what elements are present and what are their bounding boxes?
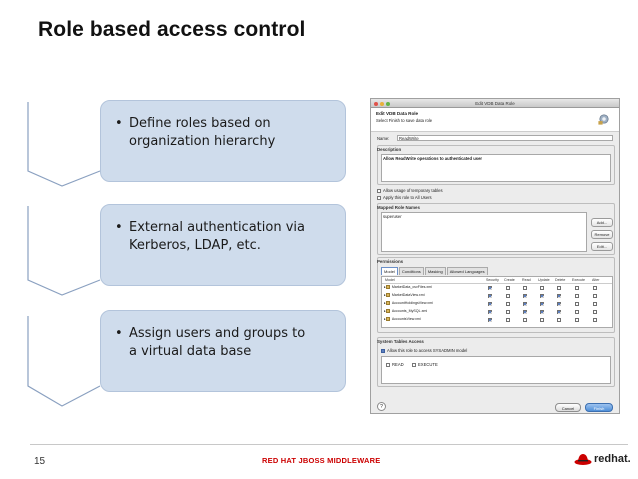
mapped-role-names-label: Mapped Role Names: [377, 205, 420, 210]
permission-checkbox[interactable]: [523, 310, 527, 314]
sysadmin-permissions-panel: [381, 356, 611, 384]
model-file-icon: [386, 293, 390, 297]
temp-tables-label: Allow usage of temporary tables: [383, 188, 443, 193]
permission-checkbox[interactable]: [540, 294, 544, 298]
edit-role-button[interactable]: Edit...: [591, 242, 613, 251]
permission-checkbox[interactable]: [557, 286, 561, 290]
tab-masking[interactable]: Masking: [425, 267, 446, 275]
permission-checkbox[interactable]: [557, 310, 561, 314]
permissions-table: [381, 276, 613, 328]
table-row[interactable]: [384, 293, 425, 297]
permission-checkbox[interactable]: [593, 318, 597, 322]
permission-checkbox[interactable]: [593, 286, 597, 290]
execute-checkbox[interactable]: [412, 363, 416, 367]
tab-allowed-languages[interactable]: Allowed Languages: [447, 267, 488, 275]
bullet-dot: •: [115, 220, 123, 235]
permission-checkbox[interactable]: [575, 318, 579, 322]
name-label: Name:: [377, 136, 390, 141]
execute-label: EXECUTE: [418, 362, 438, 367]
allow-sysadmin-option[interactable]: [381, 348, 467, 353]
permission-checkbox[interactable]: [593, 310, 597, 314]
read-label: READ: [392, 362, 404, 367]
bullet-box-1: [100, 100, 346, 182]
bullet-box-3: [100, 310, 346, 392]
chevron-2: [28, 206, 100, 295]
col-header-security[interactable]: Security: [486, 278, 499, 282]
model-file-icon: [386, 317, 390, 321]
chevron-3: [28, 316, 100, 406]
permission-checkbox[interactable]: [523, 318, 527, 322]
bullet-2-line1: External authentication via: [129, 220, 305, 235]
remove-role-button[interactable]: Remove: [591, 230, 613, 239]
permission-checkbox[interactable]: [575, 286, 579, 290]
table-row[interactable]: [384, 285, 432, 289]
all-users-option[interactable]: [377, 195, 432, 200]
permission-checkbox[interactable]: [506, 286, 510, 290]
footer-divider: [30, 444, 628, 445]
page-number: 15: [34, 456, 46, 467]
row-model-name: AccountsView.xmi: [391, 317, 421, 321]
zoom-window-icon[interactable]: [386, 102, 390, 106]
slide-title: Role based access control: [38, 18, 306, 41]
temp-tables-option[interactable]: [377, 188, 443, 193]
mapped-role-item[interactable]: superuser: [383, 214, 402, 219]
col-header-create[interactable]: Create: [504, 278, 515, 282]
row-model-name: MarketDataView.xmi: [391, 293, 425, 297]
permissions-label: Permissions: [377, 259, 404, 264]
model-file-icon: [386, 301, 390, 305]
permission-checkbox[interactable]: [575, 302, 579, 306]
model-file-icon: [386, 285, 390, 289]
all-users-checkbox[interactable]: [377, 196, 381, 200]
col-header-alter[interactable]: Alter: [592, 278, 600, 282]
bullet-dot: •: [115, 326, 123, 341]
description-textarea[interactable]: [381, 154, 611, 182]
permission-checkbox[interactable]: [506, 318, 510, 322]
permission-checkbox[interactable]: [506, 294, 510, 298]
redhat-logo: [574, 452, 631, 466]
permission-checkbox[interactable]: [523, 294, 527, 298]
permission-checkbox[interactable]: [575, 294, 579, 298]
row-model-name: MarketData_csvFiles.xmi: [391, 285, 432, 289]
name-input[interactable]: [397, 135, 613, 141]
permission-checkbox[interactable]: [488, 286, 492, 290]
tab-conditions[interactable]: Conditions: [399, 267, 424, 275]
bullet-box-2: [100, 204, 346, 286]
permission-checkbox[interactable]: [575, 310, 579, 314]
col-header-read[interactable]: Read: [522, 278, 531, 282]
mapped-roles-list[interactable]: [381, 212, 587, 252]
add-role-button[interactable]: Add...: [591, 218, 613, 227]
table-row[interactable]: [384, 301, 433, 305]
col-header-model[interactable]: Model: [385, 278, 395, 282]
bullet-1-line2: organization hierarchy: [129, 134, 276, 149]
permission-checkbox[interactable]: [488, 294, 492, 298]
tab-model[interactable]: Model: [381, 267, 398, 275]
permissions-tabs: [381, 267, 489, 275]
row-model-name: AccountHoldingsView.xmi: [391, 301, 433, 305]
header-subtitle: Select Finish to save data role: [376, 118, 433, 123]
header-title: Edit VDB Data Role: [376, 111, 419, 116]
footer-text: RED HAT JBOSS MIDDLEWARE: [262, 456, 381, 465]
all-users-label: Apply this role to All Users: [383, 195, 432, 200]
description-label: Description: [377, 147, 402, 152]
dialog-titlebar: [371, 99, 619, 108]
permission-checkbox[interactable]: [506, 310, 510, 314]
close-window-icon[interactable]: [374, 102, 378, 106]
permission-checkbox[interactable]: [523, 302, 527, 306]
permission-checkbox[interactable]: [488, 302, 492, 306]
allow-sysadmin-checkbox[interactable]: [381, 349, 385, 353]
system-tables-label: System Tables Access: [377, 339, 424, 344]
permission-checkbox[interactable]: [593, 294, 597, 298]
permission-checkbox[interactable]: [506, 302, 510, 306]
description-value: Allow ReadWrite operations to authenticated user: [383, 156, 483, 161]
chevron-1: [28, 102, 100, 186]
table-row[interactable]: [384, 309, 427, 313]
shadowman-icon: [574, 452, 592, 466]
bullet-dot: •: [115, 116, 123, 131]
permission-checkbox[interactable]: [540, 302, 544, 306]
permission-checkbox[interactable]: [488, 310, 492, 314]
model-file-icon: [386, 309, 390, 313]
row-model-name: Accounts_MySQL.xmi: [391, 309, 428, 313]
col-header-update[interactable]: Update: [538, 278, 550, 282]
name-input-value: ReadWrite: [399, 136, 419, 141]
permission-checkbox[interactable]: [523, 286, 527, 290]
minimize-window-icon[interactable]: [380, 102, 384, 106]
permission-checkbox[interactable]: [593, 302, 597, 306]
vdb-data-role-dialog: [370, 98, 620, 414]
table-row[interactable]: [384, 317, 421, 321]
allow-sysadmin-label: Allow this role to access SYSADMIN model: [387, 348, 468, 353]
execute-option[interactable]: [412, 362, 438, 367]
wizard-banner-icon: [597, 112, 611, 126]
bullet-3-line2: a virtual data base: [129, 344, 252, 359]
permission-checkbox[interactable]: [557, 318, 561, 322]
bullet-1-line1: Define roles based on: [129, 116, 271, 131]
cancel-button[interactable]: Cancel: [555, 403, 581, 412]
bullet-3-line1: Assign users and groups to: [129, 326, 306, 341]
dialog-header: [371, 108, 619, 132]
permission-checkbox[interactable]: [540, 286, 544, 290]
col-header-execute[interactable]: Execute: [572, 278, 585, 282]
permission-checkbox[interactable]: [557, 294, 561, 298]
temp-tables-checkbox[interactable]: [377, 189, 381, 193]
read-option[interactable]: [386, 362, 404, 367]
window-title: Edit VDB Data Role: [475, 101, 515, 106]
permission-checkbox[interactable]: [557, 302, 561, 306]
logo-wordmark: redhat.: [594, 453, 631, 465]
bullet-2-line2: Kerberos, LDAP, etc.: [129, 238, 261, 253]
help-icon[interactable]: ?: [377, 402, 386, 411]
chevron-connectors: [20, 96, 110, 416]
finish-button[interactable]: Finish: [585, 403, 613, 412]
read-checkbox[interactable]: [386, 363, 390, 367]
col-header-delete[interactable]: Delete: [555, 278, 566, 282]
permission-checkbox[interactable]: [540, 318, 544, 322]
permission-checkbox[interactable]: [488, 318, 492, 322]
permission-checkbox[interactable]: [540, 310, 544, 314]
